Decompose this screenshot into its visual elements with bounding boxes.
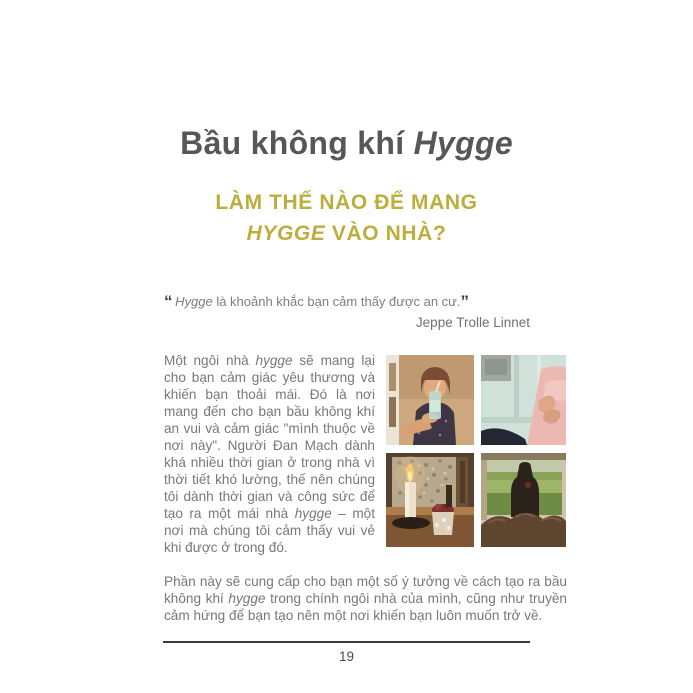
footer-rule xyxy=(163,641,530,643)
section-heading-emphasis: HYGGE xyxy=(246,222,326,245)
photo-pet-looking-out-window xyxy=(481,453,566,547)
photo-illustration xyxy=(386,355,474,445)
pull-quote xyxy=(164,292,544,311)
title-text: Bầu không khí xyxy=(180,125,414,162)
paragraph-2 xyxy=(164,573,567,624)
quote-attribution: Jeppe Trolle Linnet xyxy=(415,315,530,330)
photo-illustration xyxy=(481,453,566,547)
photo-illustration xyxy=(481,355,566,445)
paragraph-1-text: sẽ mang lại cho bạn cảm giác yêu thương và khiến bạn thoải mái. Đó là nơi mang đến cho bạn bầu không khí an vui và cảm giác "mình thuộc về nơi này". Người Đan Mạch dành khá nhiều thời gian ở trong nhà vì thời tiết khó lường, thế nên chúng tôi dành thời gian và công sức để tạo ra một mái nhà xyxy=(164,353,375,521)
paragraph-1-italic: hygge xyxy=(294,506,332,521)
photo-woman-drinking-by-window xyxy=(386,355,474,445)
paragraph-1-italic: hygge xyxy=(255,353,293,368)
title-emphasis: Hygge xyxy=(413,125,513,162)
open-quote-mark: “ xyxy=(164,292,172,311)
close-quote-mark: ” xyxy=(460,292,468,311)
photo-feet-on-pink-blanket xyxy=(481,355,566,445)
content-row xyxy=(164,352,566,556)
page-number: 19 xyxy=(338,649,355,664)
paragraph-1-text: Một ngôi nhà xyxy=(164,353,256,368)
paragraph-1 xyxy=(164,352,375,556)
quote-emphasis: Hygge xyxy=(175,294,213,309)
section-heading-rest: VÀO NHÀ? xyxy=(325,222,447,245)
section-heading xyxy=(0,187,693,249)
paragraph-2-italic: hygge xyxy=(228,591,266,606)
section-heading-line2 xyxy=(0,218,693,249)
photo-illustration xyxy=(386,453,474,547)
section-heading-line1: LÀM THẾ NÀO ĐỂ MANG xyxy=(215,191,478,214)
paragraph-2-text: trong chính ngôi nhà của mình, cũng như truyền cảm hứng để bạn tạo nên một nơi khiến bạn luôn muốn trở về. xyxy=(164,591,567,623)
page-title xyxy=(0,125,693,162)
paragraph-1-text: – một nơi mà chúng tôi cảm thấy vui vẻ khi được ở trong đó. xyxy=(164,506,375,555)
quote-text: là khoảnh khắc bạn cảm thấy được an cư. xyxy=(212,294,461,309)
paragraph-2-text: Phần này sẽ cung cấp cho bạn một số ý tưởng về cách tạo ra bầu không khí xyxy=(164,574,567,606)
photo-candle-on-windowsill xyxy=(386,453,474,547)
photo-grid xyxy=(386,355,566,556)
